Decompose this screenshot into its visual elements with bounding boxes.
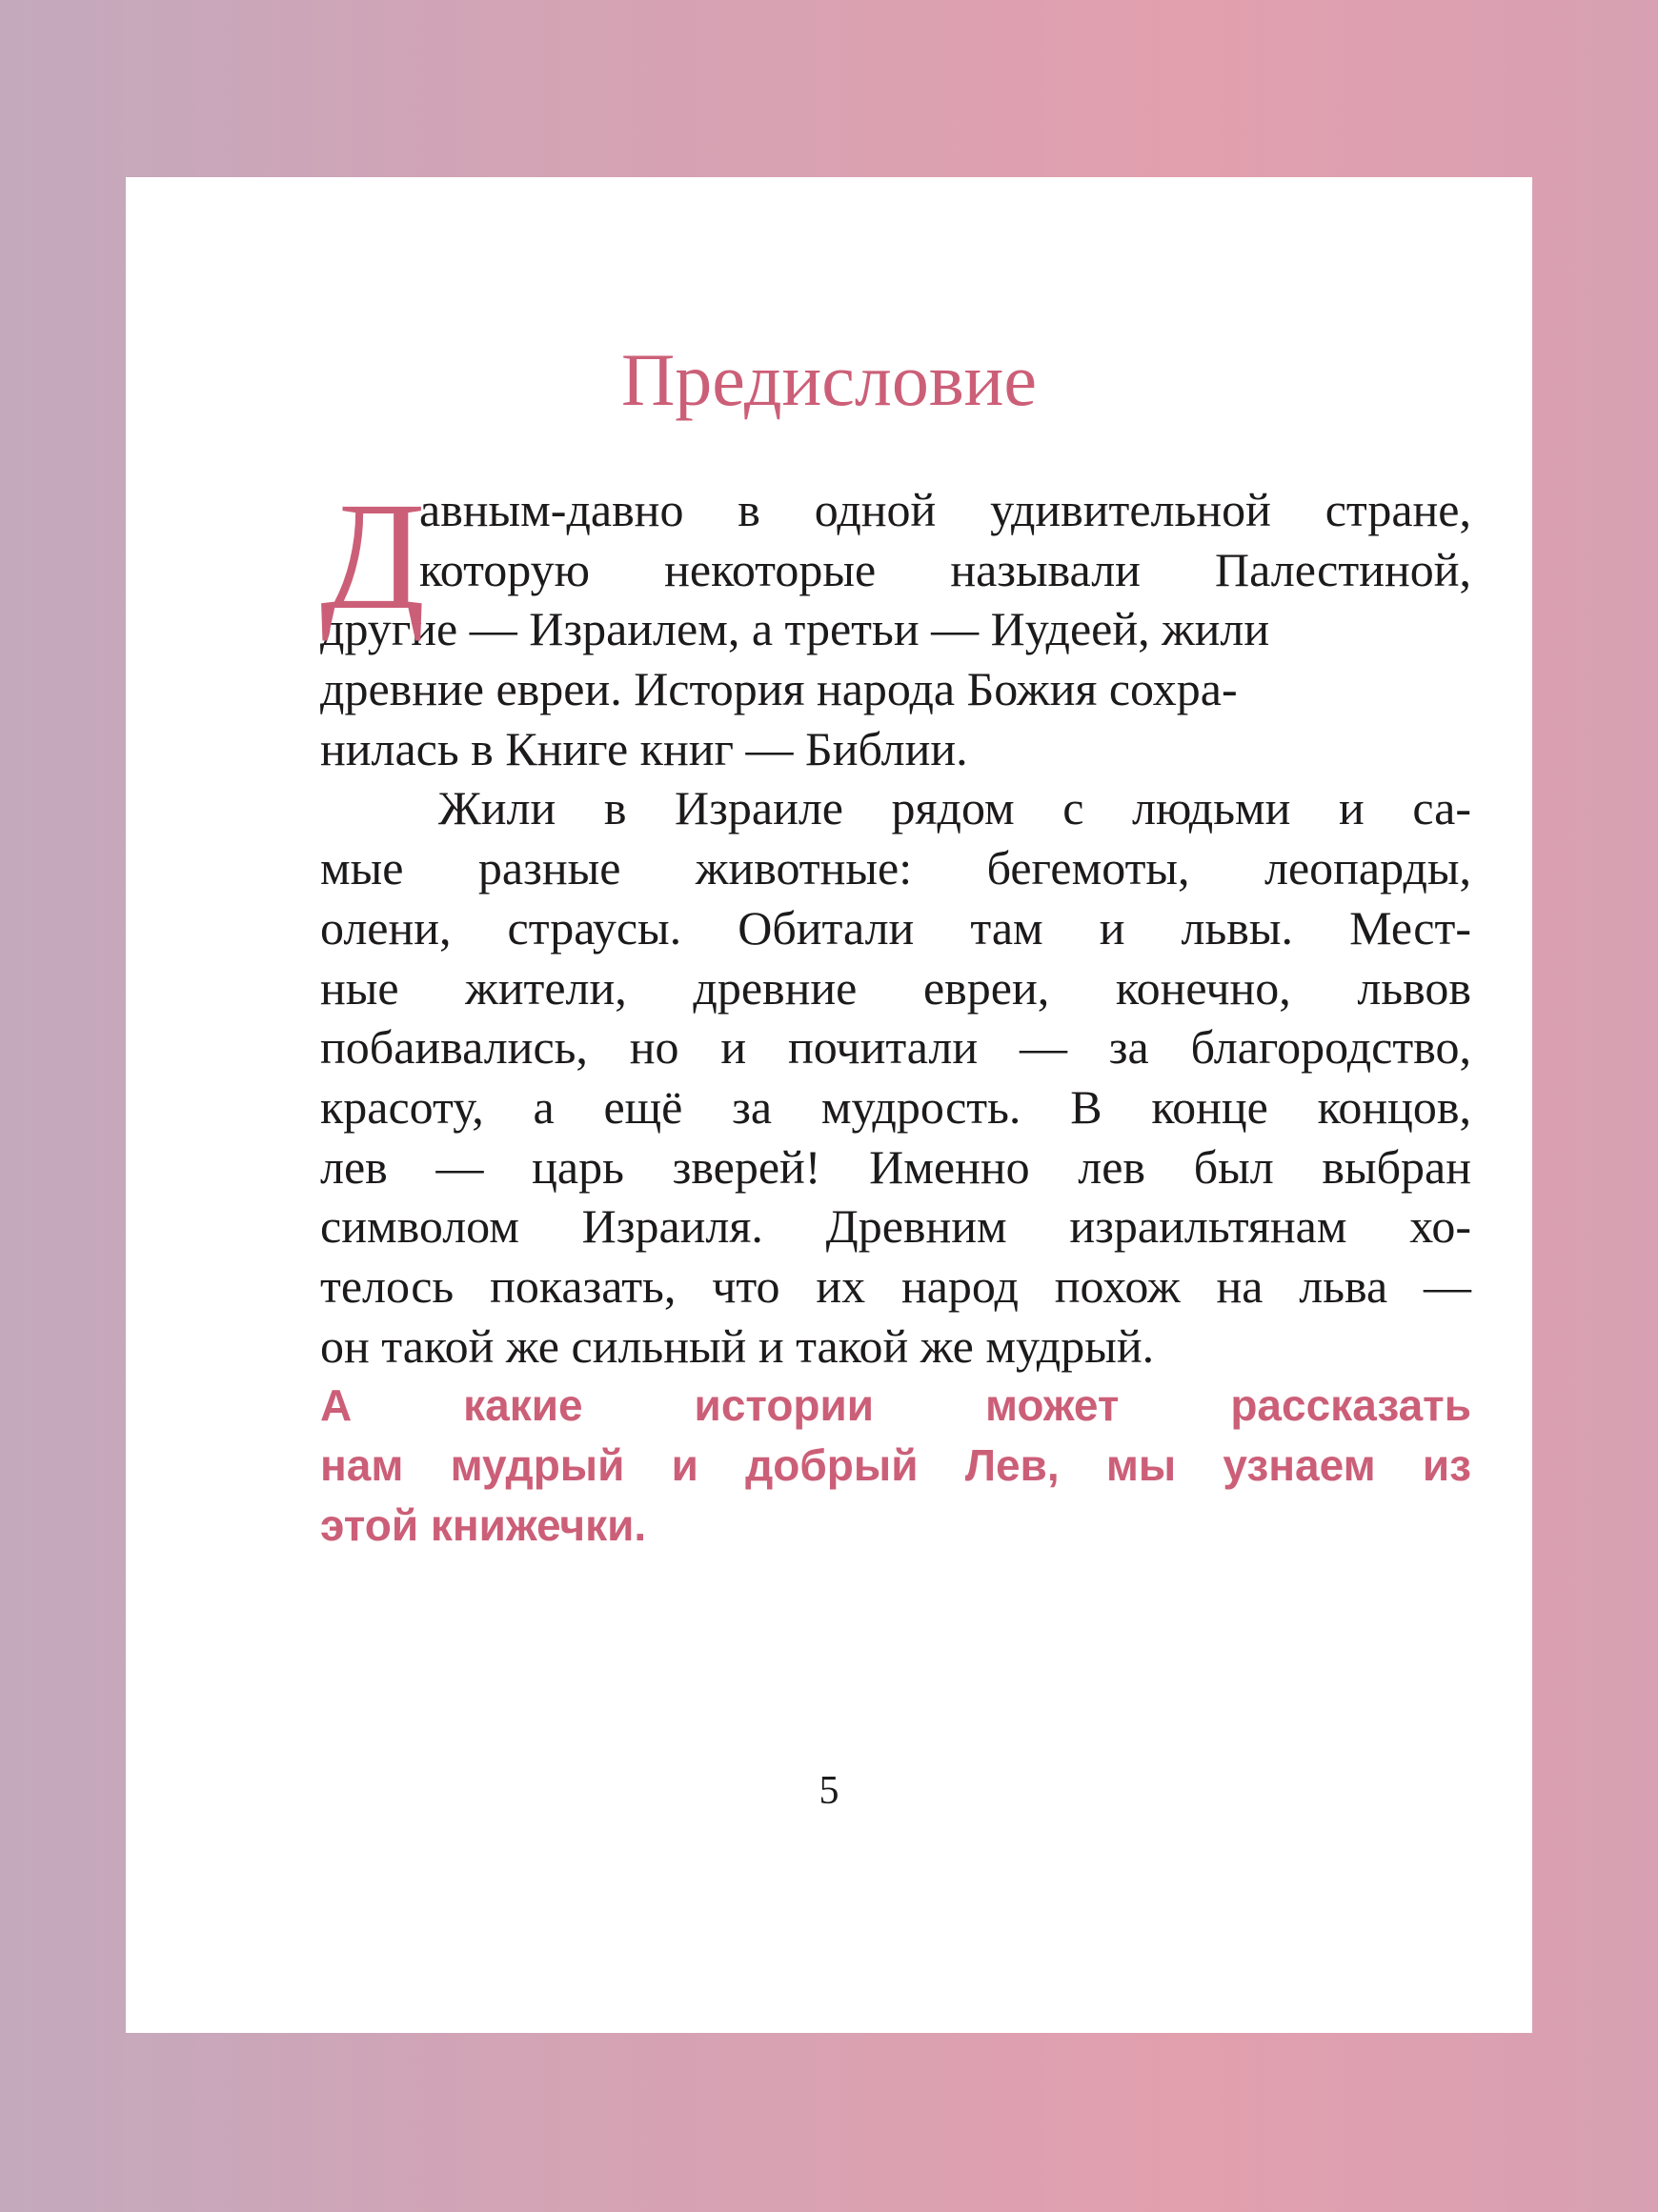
text-line: Жили в Израиле рядом с людьми и са- — [438, 781, 1471, 835]
preface-text — [320, 472, 1471, 1555]
text-line: лев — царь зверей! Именно лев был выбран — [320, 1139, 1471, 1194]
drop-cap: Д — [320, 472, 426, 642]
text-line: древние евреи. История народа Божия сохра- — [320, 662, 1238, 716]
text-line: он такой же сильный и такой же мудрый. — [320, 1318, 1155, 1373]
text-line: ные жители, древние евреи, конечно, львов — [320, 960, 1471, 1015]
text-line: которую некоторые называли Палестиной, — [419, 542, 1471, 596]
text-line: авным-давно в одной удивительной стране, — [419, 483, 1471, 536]
highlight-line: этой книжечки. — [320, 1499, 647, 1550]
text-line: нилась в Книге книг — Библии. — [320, 721, 968, 775]
book-page — [126, 177, 1532, 2033]
page-title: Предисловие — [620, 338, 1038, 421]
text-line: олени, страусы. Обитали там и львы. Мест- — [320, 900, 1471, 955]
text-line: побаивались, но и почитали — за благородство, — [320, 1020, 1471, 1075]
highlight-line: А какие истории может рассказать — [320, 1380, 1471, 1431]
text-line: телось показать, что их народ похож на льва — — [320, 1258, 1471, 1313]
page-number: 5 — [819, 1769, 839, 1813]
text-line: другие — Израилем, а третьи — Иудеей, жили — [320, 602, 1270, 656]
text-line: мые разные животные: бегемоты, леопарды, — [320, 841, 1471, 895]
text-line: символом Израиля. Древним израильтянам хо- — [320, 1199, 1471, 1254]
text-line: красоту, а ещё за мудрость. В конце концов, — [320, 1079, 1471, 1134]
highlight-line: нам мудрый и добрый Лев, мы узнаем из — [320, 1440, 1471, 1490]
